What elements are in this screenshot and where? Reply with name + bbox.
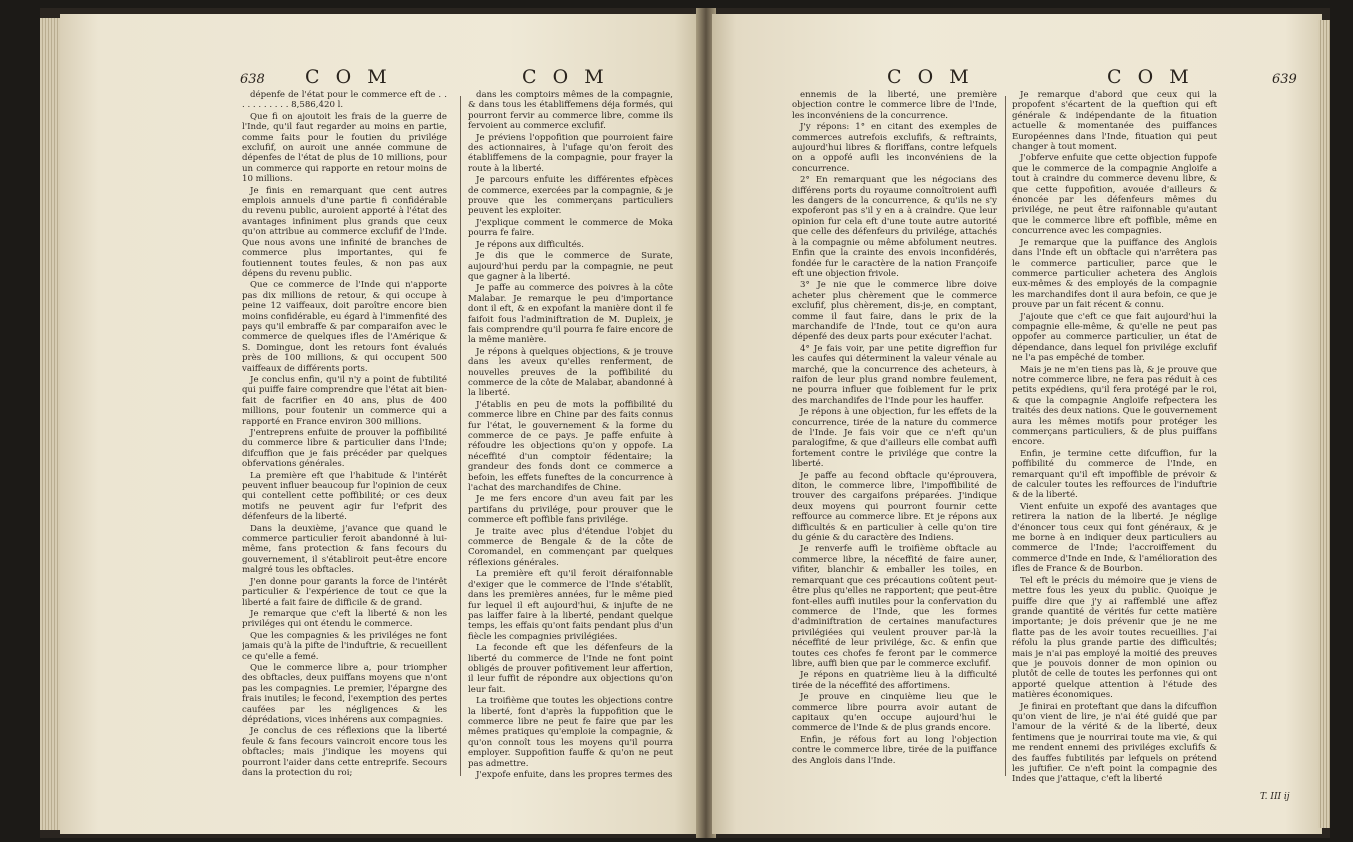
paragraph: Je prouve en cinquième lieu que le commerce libre pourra avoir autant de capitaux qu'en occupe aujourd'hui le commerce de l'Inde & de plus grands encore. (792, 692, 997, 734)
paragraph: J'établis en peu de mots la poffibilité du commerce libre en Chine par des faits connus fur l'état, le gouvernement & la forme du commerce de ce pays. Je paffe enfuite à réfoudre les objections qu'on y oppofe. La néceffité d'un comptoir fédentaire; la grandeur des fonds dont ce commerce a befoin, les effets funeftes de la concurrence à l'achat des marchandifes de Chine. (468, 399, 673, 494)
right-column-rule (1005, 96, 1006, 776)
right-page (712, 14, 1322, 834)
left-column-2 (468, 90, 673, 790)
paragraph: Je remarque d'abord que ceux qui la propofent s'écartent de la queftion qui eft générale & indépendante de la fituation actuelle & momentanée des puiffances Européennes dans l'Inde, fituation qui peut changer à tout moment. (1012, 90, 1217, 153)
paragraph: Je conclus de ces réflexions que la liberté feule & fans fecours vaincroit encore tous les obftacles; mais j'indique les moyens qui pourront l'aider dans cette entreprife. Secours dans la protection du roi; (242, 726, 447, 778)
paragraph: dans les comptoirs mêmes de la compagnie, & dans tous les établiffemens déja formés, qui pourront fervir au commerce libre, comme ils fervoient au commerce exclufif. (468, 90, 673, 132)
paragraph: J'ajoute que c'eft ce que fait aujourd'hui la compagnie elle-même, & qu'elle ne peut pas oppofer au commerce particulier, un état de dépendance, dans lequel fon privilége exclufif ne l'a pas empêché de tomber. (1012, 311, 1217, 364)
open-book (40, 8, 1330, 838)
paragraph: Je répons en quatrième lieu à la difficulté tirée de la néceffité des affortimens. (792, 670, 997, 691)
left-column-rule (460, 96, 461, 776)
paragraph: Je paffe au commerce des poivres à la côte Malabar. Je remarque le peu d'importance dont il eft, & en expofant la manière dont il fe faifoit fous l'adminiftration de M. Dupleix, je fais comprendre qu'il pourra fe faire encore de la même manière. (468, 283, 673, 346)
paragraph: La troifième que toutes les objections contre la liberté, font d'après la fuppofition que le commerce libre ne peut fe faire que par les mêmes pratiques qu'emploie la compagnie, & qu'on connoît tous les moyens qu'il pourra employer. Suppofition fauffe & qu'on ne peut pas admettre. (468, 696, 673, 769)
paragraph: La première eft qu'il feroit déraifonnable d'exiger que le commerce de l'Inde s'établît, dans les premières années, fur le même pied fur lequel il eft aujourd'hui, & injufte de ne pas laiffer faire à la liberté, pendant quelque temps, les effais qu'ont faits pendant plus d'un fiècle les compagnies privilégiées. (468, 569, 673, 642)
paragraph: 2° En remarquant que les négocians des différens ports du royaume connoîtroient auffi les dangers de la concurrence, & qu'ils ne s'y expoferont pas s'il y en a à craindre. Que leur opinion fur cela eft d'une toute autre autorité que celle des défenfeurs du privilége, attachés à la compagnie ou même abfolument neutres. Enfin que la crainte des envois inconfidérés, fondée fur le caractère de la nation Françoife eft une objection frivole. (792, 175, 997, 279)
paragraph: La feconde eft que les défenfeurs de la liberté du commerce de l'Inde ne font point obligés de prouver pofitivement leur affertion, il leur fuffit de répondre aux objections qu'on leur fait. (468, 643, 673, 695)
right-folio-row (1272, 66, 1297, 90)
paragraph: Je parcours enfuite les différentes efpèces de commerce, exercées par la compagnie, & je prouve que les commerçans particuliers peuvent les exploiter. (468, 175, 673, 217)
paragraph: Je me fers encore d'un aveu fait par les partifans du privilége, pour prouver que le commerce eft poffible fans privilége. (468, 494, 673, 526)
paragraph: Je remarque que la puiffance des Anglois dans l'Inde eft un obftacle qui n'arrêtera pas le commerce particulier, parce que le commerce particulier achetera des Anglois eux-mêmes & des employés de la compagnie les marchandifes dont il aura befoin, ce que je prouve par un fait récent & connu. (1012, 237, 1217, 311)
paragraph: J'en donne pour garants la force de l'intérêt particulier & l'expérience de tout ce que la liberté a fait faire de difficile & de grand. (242, 576, 447, 608)
paragraph: J'obferve enfuite que cette objection fuppofe que le commerce de la compagnie Angloife a tout à craindre du commerce devenu libre, & que cette fuppofition, avouée d'ailleurs & énoncée par les défenfeurs mêmes du privilége, ne peut être raifonnable qu'autant que le commerce libre eft poffible, même en concurrence avec les compagnies. (1012, 153, 1217, 237)
paragraph: 3° Je nie que le commerce libre doive acheter plus chèrement que le commerce exclufif, plus chèrement, dis-je, en comptant, comme il faut faire, dans le prix de la marchandife de l'Inde, tout ce qu'on aura dépenfé des deux parts pour exécuter l'achat. (792, 280, 997, 343)
paragraph: J'explique comment le commerce de Moka pourra fe faire. (468, 217, 673, 239)
right-folio: 639 (1272, 72, 1297, 87)
right-running-head-2: C O M (1107, 66, 1194, 88)
paragraph: Enfin, je réfous fort au long l'objection contre le commerce libre, tirée de la puiffance des Anglois dans l'Inde. (792, 734, 997, 766)
page-edges-right (1318, 20, 1330, 828)
paragraph: Je remarque que c'eft la liberté & non les priviléges qui ont étendu le commerce. (242, 608, 447, 630)
paragraph: Je conclus enfin, qu'il n'y a point de fubtilité qui puiffe faire comprendre que l'état ait bien-fait de facrifier en 40 ans, plus de 400 millions, pour foutenir un commerce qui a rapporté en France environ 300 millions. (242, 374, 447, 427)
left-page (60, 14, 700, 834)
paragraph: ennemis de la liberté, une première objection contre le commerce libre de l'Inde, les inconvéniens de la concurrence. (792, 90, 997, 121)
paragraph: Enfin, je termine cette difcuffion, fur la poffibilité du commerce de l'Inde, en remarquant qu'il eft impoffible de prévoir & de calculer toutes les reffources de l'induftrie & de la liberté. (1012, 448, 1217, 501)
paragraph: Je finis en remarquant que cent autres emplois annuels d'une partie fi confidérable du revenu public, auroient apporté à l'état des avantages infiniment plus grands que ceux qu'on attribue au commerce exclufif de l'Inde. Que nous avons une infinité de branches de commerce plus importantes, qui fe foutiennent toutes feules, & non pas aux dépens du revenu public. (242, 185, 447, 279)
paragraph: Je dis que le commerce de Surate, aujourd'hui perdu par la compagnie, ne peut que gagner à la liberté. (468, 251, 673, 282)
paragraph: dépenfe de l'état pour le commerce eft de . . . . . . . . . . . 8,586,420 l. (242, 90, 447, 111)
paragraph: J'y répons: 1° en citant des exemples de commerces autrefois exclufifs, & reftraints, aujourd'hui libres & floriffans, contre lefquels on a oppofé aufli les inconvéniens de la concurrence. (792, 122, 997, 174)
paragraph: Je finirai en proteftant que dans la difcuffion qu'on vient de lire, je n'ai été guidé que par l'amour de la vérité & de la liberté, deux fentimens que je nourrirai toute ma vie, & qui me rendent ennemi des priviléges exclufifs & des fauffes fubtilités par lefquels on prétend les juftifier. Ce n'eft point la compagnie des Indes que j'attaque, c'eft la liberté (1012, 701, 1217, 785)
paragraph: Vient enfuite un expofé des avantages que retirera la nation de la liberté. Je néglige d'énoncer tous ceux qui font généraux, & je me borne à en indiquer deux particuliers au commerce de l'Inde; l'accroiffement du commerce d'Inde en Inde, & l'amélioration des ifles de France & de Bourbon. (1012, 501, 1217, 575)
catchword: T. III ij (1260, 792, 1290, 802)
paragraph: 4° Je fais voir, par une petite digreffion fur les caufes qui déterminent la valeur vénale au marché, que la concurrence des acheteurs, à raifon de leur plus grand nombre feulement, ne pourra influer que foiblement fur le prix des marchandifes de l'Inde pour les hauffer. (792, 343, 997, 406)
paragraph: Dans la deuxième, j'avance que quand le commerce particulier feroit abandonné à lui-même, fans protection & fans fecours du gouvernement, il s'établiroit peut-être encore malgré tous les obftacles. (242, 523, 447, 576)
paragraph: J'expofe enfuite, dans les propres termes des (476, 770, 673, 780)
left-column-1 (242, 90, 447, 790)
paragraph: Je traite avec plus d'étendue l'objet du commerce de Bengale & de la côte de Coromandel, en commençant par quelques réflexions générales. (468, 526, 673, 568)
paragraph: La première eft que l'habitude & l'intérêt peuvent influer beaucoup fur l'opinion de ceux qui contellent cette poffibilité; or ces deux motifs ne peuvent agir fur l'efprit des défenfeurs de la liberté. (242, 470, 447, 523)
paragraph: Que les compagnies & les priviléges ne font jamais qu'à la pifte de l'induftrie, & recueillent ce qu'elle a femé. (242, 630, 447, 662)
paragraph: Je répons à quelques objections, & je trouve dans les aveux qu'elles renferment, de nouvelles preuves de la poffibilité du commerce de la côte de Malabar, abandonné à la liberté. (468, 346, 673, 399)
left-folio: 638 (240, 72, 265, 87)
left-running-head-row (240, 66, 265, 90)
left-running-head-1: C O M (305, 66, 392, 88)
paragraph: Je répons à une objection, fur les effets de la concurrence, tirée de la nature du commerce de l'Inde. Je fais voir que ce n'eft qu'un paralogifme, & que d'ailleurs elle combat auffi fortement contre le privilége que contre la liberté. (792, 407, 997, 470)
right-column-1 (792, 90, 997, 790)
paragraph: Je renverfe auffi le troifième obftacle au commerce libre, la néceffité de faire auner, vifiter, blanchir & emballer les toiles, en remarquant que ces précautions coûtent peut-être plus qu'elles ne rapportent; que peut-être font-elles auffi inutiles pour la confervation du commerce de l'Inde, que les formes d'adminiftration de certaines manufactures privilégiées qui veulent prouver par-là la néceffité de leur privilége, &c. & enfin que toutes ces chofes fe feront par le commerce libre, auffi bien que par le commerce exclufif. (792, 544, 997, 669)
paragraph: Je préviens l'oppofition que pourroient faire des actionnaires, à l'ufage qu'on feroit des établiffemens de la compagnie, pour frayer la route à la liberté. (468, 132, 673, 174)
paragraph: Je paffe au fecond obftacle qu'éprouvera, diton, le commerce libre, l'impoffibilité de trouver des cargaifons préparées. J'indique deux moyens qui pourront fournir cette reffource au commerce libre. Et je répons aux difficultés & en particulier à celle qu'on tire du génie & du caractère des Indiens. (792, 470, 997, 544)
paragraph: Mais je ne m'en tiens pas là, & je prouve que notre commerce libre, ne fera pas réduit à ces petits expédiens, qu'il fera protégé par le roi, & que la compagnie Angloife refpectera les traités des deux nations. Que le gouvernement aura les mêmes motifs pour protéger les commerçans particuliers, & de plus puiffans encore. (1012, 364, 1217, 448)
paragraph: J'entreprens enfuite de prouver la poffibilité du commerce libre & particulier dans l'Inde; difcuffion que je fais précéder par quelques obfervations générales. (242, 428, 447, 470)
right-column-2 (1012, 90, 1217, 790)
paragraph: Je répons aux difficultés. (476, 239, 584, 250)
paragraph: Que ce commerce de l'Inde qui n'apporte pas dix millions de retour, & qui occupe à peine 12 vaiffeaux, doit paroître encore bien moins confidérable, eu égard à l'immenfité des pays qu'il embraffe & par comparaifon avec le commerce de quelques ifles de l'Amérique & S. Domingue, dont les retours font évalués près de 100 millions, & qui occupent 500 vaiffeaux de différents ports. (242, 280, 447, 374)
paragraph: Que fi on ajoutoit les frais de la guerre de l'Inde, qu'il faut regarder au moins en partie, comme faits pour le foutien du privilége exclufif, on auroit une année commune de dépenfes de l'état de plus de 10 millions, pour un commerce qui rapporte en retour moins de 10 millions. (242, 111, 447, 185)
paragraph: Que le commerce libre a, pour triompher des obftacles, deux puiffans moyens que n'ont pas les compagnies. Le premier, l'épargne des frais inutiles; le fecond, l'exemption des pertes caufées par les négligences & les déprédations, vices inhérens aux compagnies. (242, 662, 447, 725)
left-running-head-2: C O M (522, 66, 609, 88)
paragraph: Tel eft le précis du mémoire que je viens de mettre fous les yeux du public. Quoique je puiffe dire que j'y ai raffemblé une affez grande quantité de vérités fur cette matière importante; je dois prévenir que je ne me flatte pas de les avoir toutes recueillies. J'ai réfolu la plus grande partie des difficultés; mais je n'ai pas employé la moitié des preuves que je pouvois donner de mon opinion ou plutôt de celle de toutes les perfonnes qui ont apporté quelque attention à l'étude des matières économiques. (1012, 575, 1217, 701)
right-running-head-1: C O M (887, 66, 974, 88)
